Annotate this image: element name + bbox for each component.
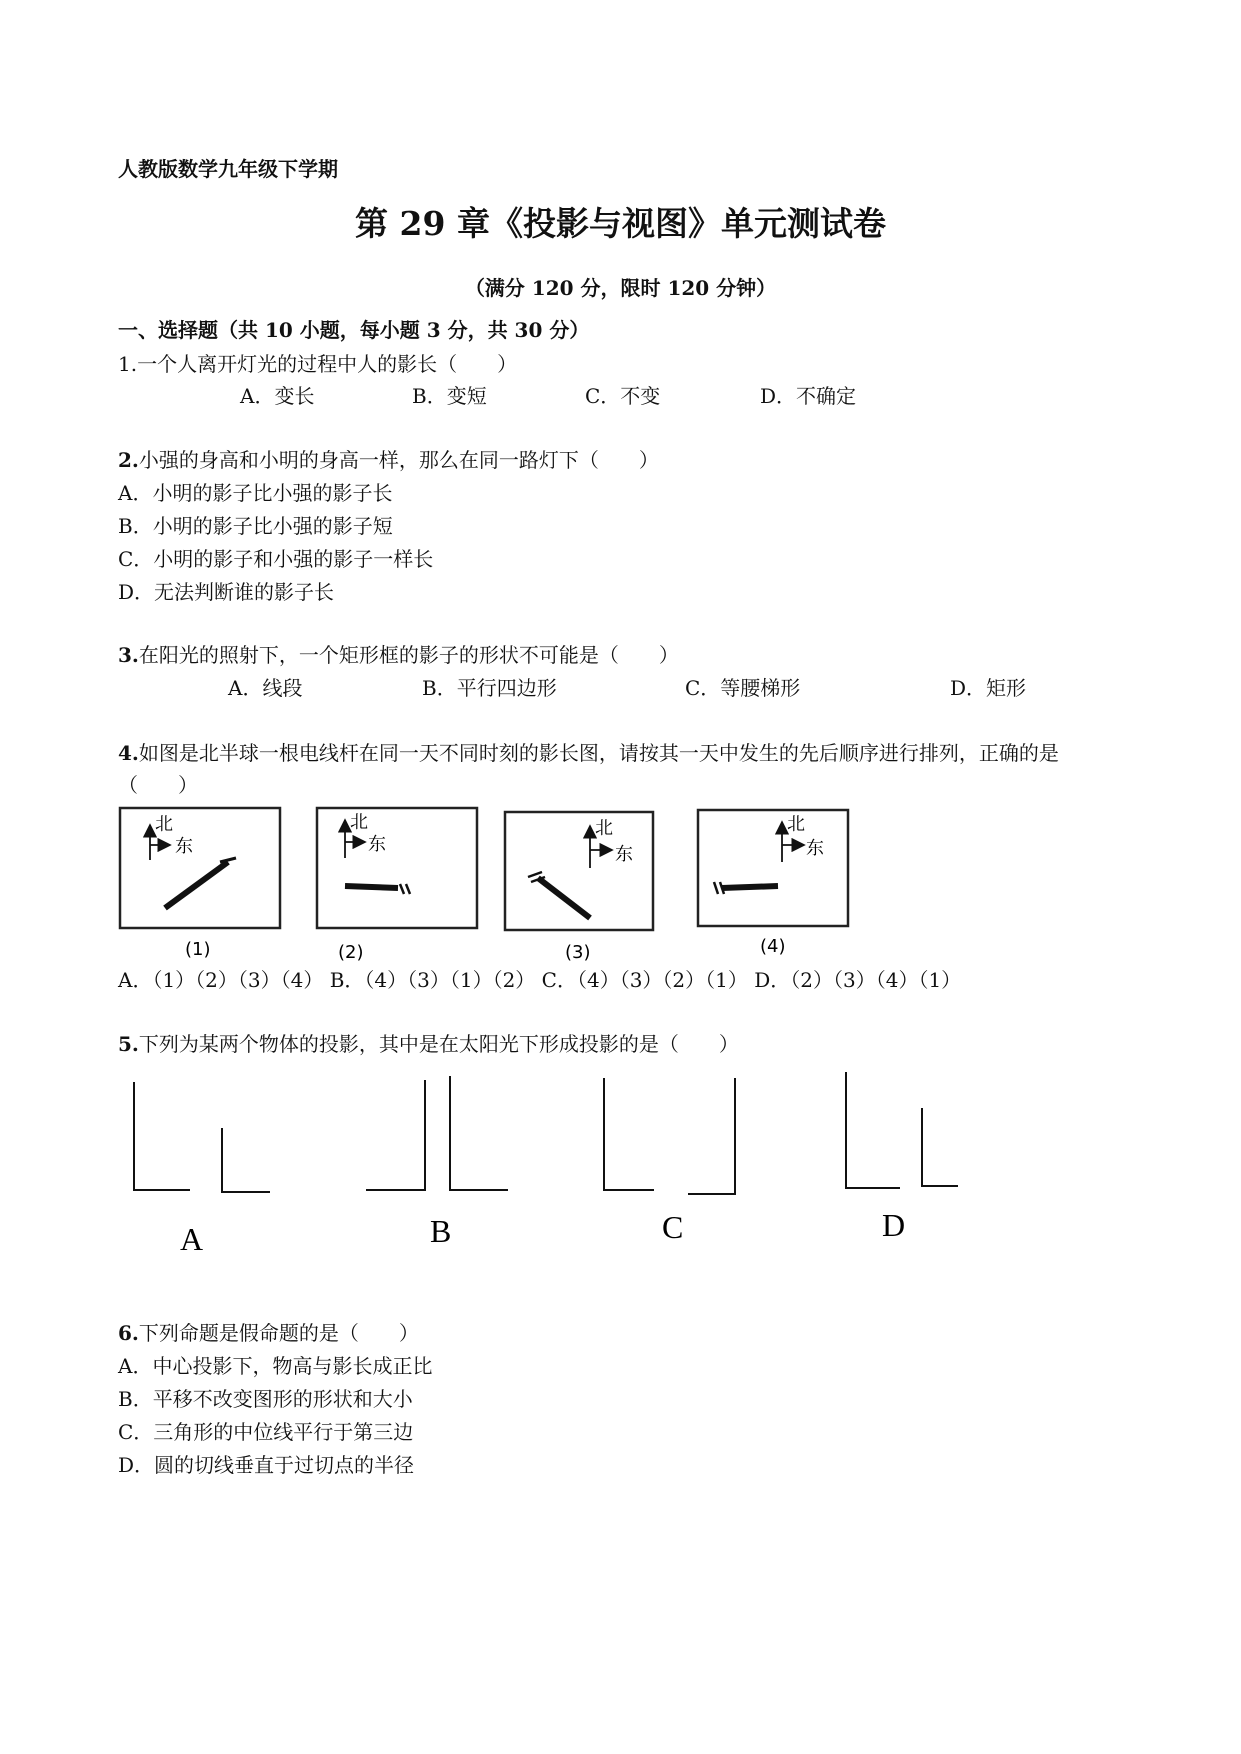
q4-option-b: B．（4）（3）（1）（2） — [329, 968, 536, 992]
q5-label-d: D — [882, 1207, 906, 1243]
page-title: 第 29 章《投影与视图》单元测试卷 — [355, 204, 886, 243]
q2-option-b: B．小明的影子比小强的影子短 — [118, 514, 393, 538]
q4-panel-4-north: 北 — [787, 814, 805, 835]
q5-number: 5. — [118, 1032, 139, 1056]
q6-question — [118, 1319, 419, 1347]
q4-stem: 如图是北半球一根电线杆在同一天不同时刻的影长图，请按其一天中发生的先后顺序进行排列，正确的是 — [138, 741, 1059, 765]
q4-panel-3-north: 北 — [595, 818, 613, 839]
q4-figure — [110, 800, 870, 970]
page-subtitle: （满分 120 分，限时 120 分钟） — [464, 276, 777, 300]
q4-panel-4-east: 东 — [806, 838, 824, 859]
q3-question — [118, 641, 679, 669]
q4-panel-1-east: 东 — [175, 836, 193, 857]
q2-option-a: A．小明的影子比小强的影子长 — [118, 481, 393, 505]
q4-panel-4 — [698, 810, 848, 926]
q2-option-d: D．无法判断谁的影子长 — [118, 580, 335, 604]
q1-option-d: D．不确定 — [760, 384, 857, 408]
q5-label-c: C — [662, 1209, 684, 1245]
q2-question — [118, 446, 659, 474]
q5-question — [118, 1030, 739, 1058]
q3-option-b: B．平行四边形 — [422, 676, 557, 700]
q4-option-c: C．（4）（3）（2）（1） — [541, 968, 748, 992]
q4-stem-tail: （ ） — [118, 773, 198, 797]
q5-stem: 下列为某两个物体的投影，其中是在太阳光下形成投影的是（ ） — [138, 1032, 739, 1056]
q3-stem: 在阳光的照射下，一个矩形框的影子的形状不可能是（ ） — [138, 643, 679, 667]
section-heading: 一、选择题（共 10 小题，每小题 3 分，共 30 分） — [118, 318, 590, 342]
q5-figure-b — [366, 1076, 508, 1190]
q2-number: 2. — [118, 448, 139, 472]
q4-panel-1 — [120, 808, 280, 928]
series-label: 人教版数学九年级下学期 — [118, 157, 338, 181]
q4-caption-3: (3) — [565, 942, 591, 963]
q1-stem: 1.一个人离开灯光的过程中人的影长（ ） — [118, 352, 518, 376]
q4-number: 4. — [118, 741, 139, 765]
q5-figure-a — [134, 1082, 270, 1192]
q5-figure-c — [604, 1078, 735, 1194]
q4-caption-2: (2) — [338, 942, 364, 963]
q4-option-d: D．（2）（3）（4）（1） — [754, 968, 962, 992]
q4-option-a: A．（1）（2）（3）（4） — [118, 968, 324, 992]
q4-panel-2-north: 北 — [350, 812, 368, 833]
q1-option-c: C．不变 — [585, 384, 661, 408]
q6-option-a: A．中心投影下，物高与影长成正比 — [118, 1354, 433, 1378]
q3-option-d: D．矩形 — [950, 676, 1027, 700]
q4-caption-1: (1) — [185, 939, 211, 960]
q5-label-b: B — [430, 1213, 452, 1249]
q6-stem: 下列命题是假命题的是（ ） — [138, 1321, 419, 1345]
q6-option-d: D．圆的切线垂直于过切点的半径 — [118, 1453, 415, 1477]
q4-panel-3-body — [505, 812, 653, 930]
q4-options — [118, 966, 961, 994]
q6-option-c: C．三角形的中位线平行于第三边 — [118, 1420, 414, 1444]
q2-option-c: C．小明的影子和小强的影子一样长 — [118, 547, 434, 571]
q4-panel-2 — [317, 808, 477, 928]
q2-stem: 小强的身高和小明的身高一样，那么在同一路灯下（ ） — [138, 448, 659, 472]
q4-panel-3-east: 东 — [615, 844, 633, 865]
q6-number: 6. — [118, 1321, 139, 1345]
q1-option-a: A．变长 — [240, 384, 315, 408]
q4-panel-2-east: 东 — [368, 834, 386, 855]
q4-question — [118, 739, 1059, 767]
q4-panel-1-north: 北 — [155, 814, 173, 835]
q5-figure — [110, 1070, 990, 1270]
q3-option-a: A．线段 — [228, 676, 303, 700]
q4-caption-4: (4) — [760, 936, 786, 957]
q1-option-b: B．变短 — [412, 384, 487, 408]
q5-label-a: A — [180, 1221, 204, 1257]
q3-option-c: C．等腰梯形 — [685, 676, 801, 700]
q6-option-b: B．平移不改变图形的形状和大小 — [118, 1387, 413, 1411]
q3-number: 3. — [118, 643, 139, 667]
q5-figure-d — [846, 1072, 958, 1188]
